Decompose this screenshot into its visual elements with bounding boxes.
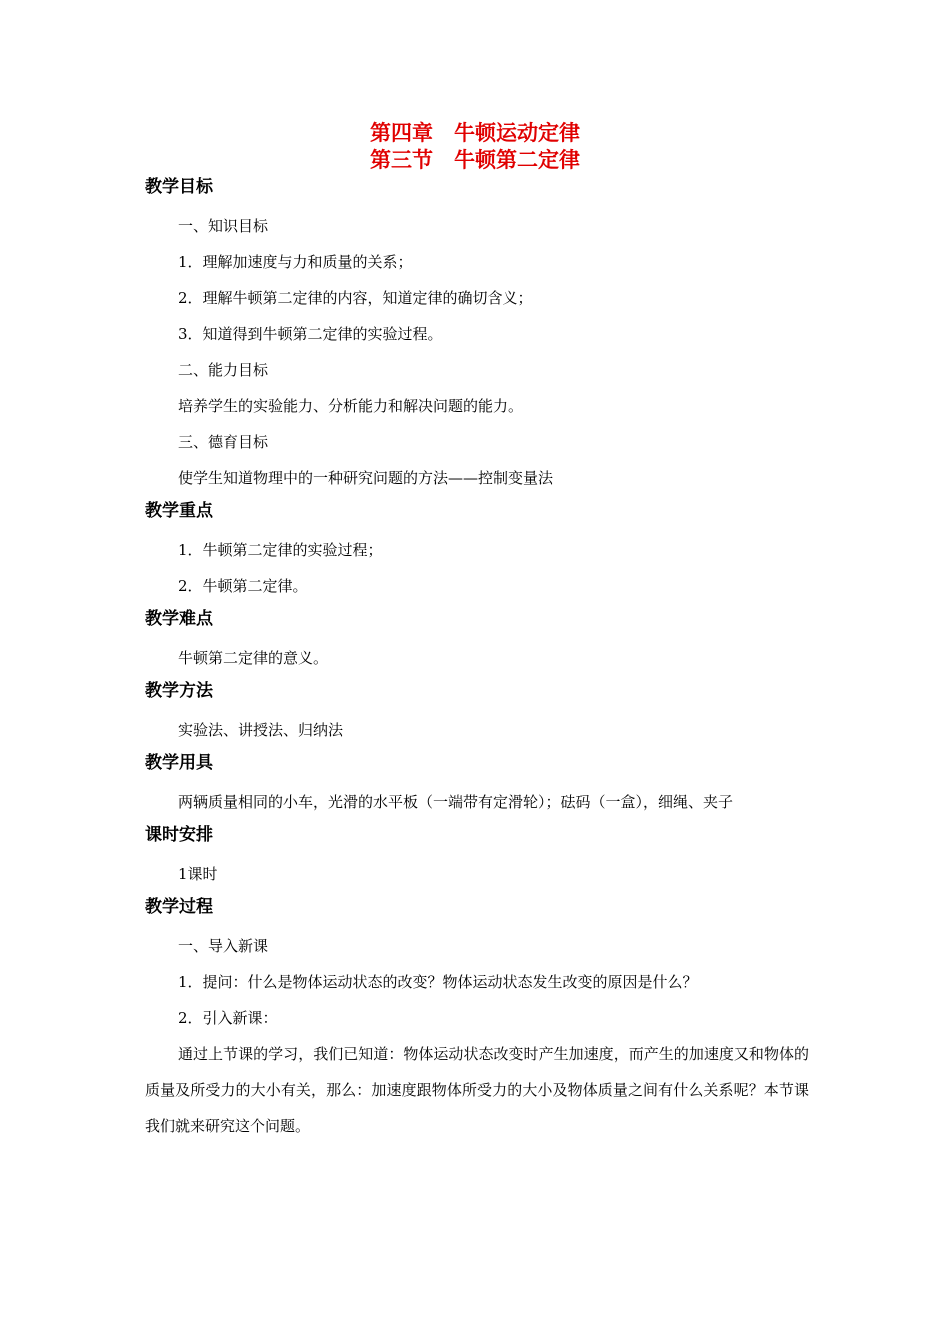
heading-difficulties: 教学难点 bbox=[145, 609, 213, 629]
knowledge-item: 1．理解加速度与力和质量的关系； bbox=[178, 253, 413, 271]
moral-objective-label: 三、德育目标 bbox=[178, 433, 269, 451]
knowledge-objective-label: 一、知识目标 bbox=[178, 217, 269, 235]
heading-objectives: 教学目标 bbox=[145, 177, 213, 197]
process-item: 1．提问：什么是物体运动状态的改变？物体运动状态发生改变的原因是什么？ bbox=[178, 973, 698, 991]
tools-text: 两辆质量相同的小车，光滑的水平板（一端带有定滑轮）；砝码（一盒），细绳、夹子 bbox=[178, 793, 734, 811]
heading-schedule: 课时安排 bbox=[145, 825, 213, 845]
difficulty-text: 牛顿第二定律的意义。 bbox=[178, 649, 329, 667]
intro-label: 一、导入新课 bbox=[178, 937, 269, 955]
heading-key-points: 教学重点 bbox=[145, 501, 213, 521]
chapter-title: 第四章 牛顿运动定律 bbox=[370, 121, 580, 145]
heading-process: 教学过程 bbox=[145, 897, 213, 917]
process-item: 2．引入新课： bbox=[178, 1009, 278, 1027]
heading-methods: 教学方法 bbox=[145, 681, 213, 701]
section-title: 第三节 牛顿第二定律 bbox=[370, 148, 580, 172]
title-block bbox=[0, 120, 950, 174]
heading-tools: 教学用具 bbox=[145, 753, 213, 773]
moral-objective-text: 使学生知道物理中的一种研究问题的方法——控制变量法 bbox=[178, 469, 554, 487]
knowledge-item: 2．理解牛顿第二定律的内容，知道定律的确切含义； bbox=[178, 289, 533, 307]
ability-objective-label: 二、能力目标 bbox=[178, 361, 269, 379]
document-body bbox=[145, 172, 809, 1144]
schedule-text: 1课时 bbox=[178, 865, 218, 883]
ability-objective-text: 培养学生的实验能力、分析能力和解决问题的能力。 bbox=[178, 397, 524, 415]
methods-text: 实验法、讲授法、归纳法 bbox=[178, 721, 344, 739]
process-paragraph: 通过上节课的学习，我们已知道：物体运动状态改变时产生加速度，而产生的加速度又和物体的质量及所受力的大小有关，那么：加速度跟物体所受力的大小及物体质量之间有什么关系呢？本节课我们就来研究这个问题。 bbox=[145, 1045, 809, 1135]
knowledge-item: 3．知道得到牛顿第二定律的实验过程。 bbox=[178, 325, 443, 343]
key-point-item: 2．牛顿第二定律。 bbox=[178, 577, 308, 595]
key-point-item: 1．牛顿第二定律的实验过程； bbox=[178, 541, 383, 559]
